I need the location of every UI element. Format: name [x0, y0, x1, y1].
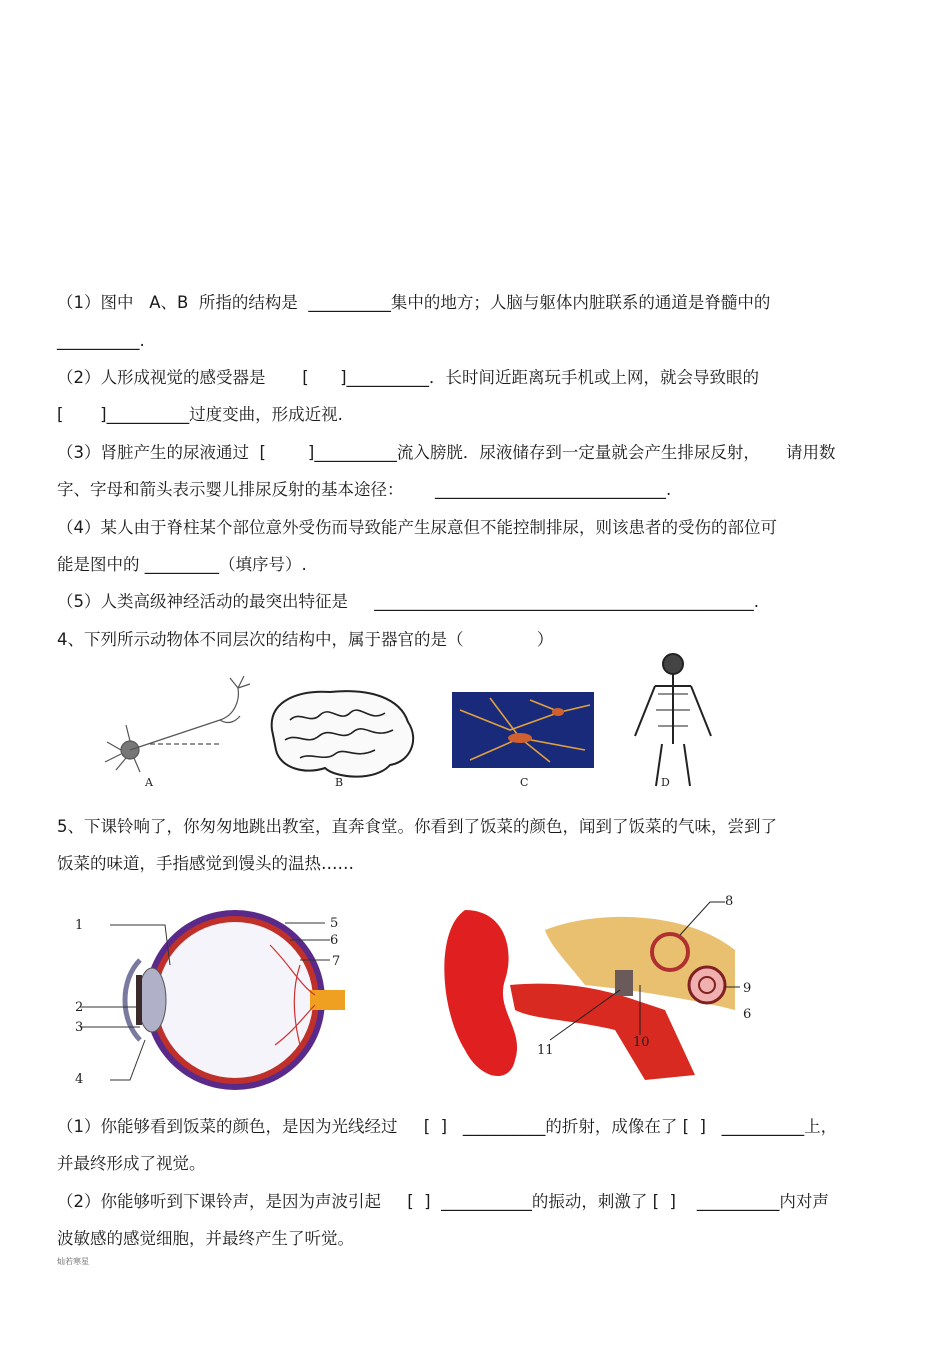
problem-5-cont: 饭菜的味道，手指感觉到馒头的温热……	[57, 854, 354, 873]
sub-q1-line-cont: 并最终形成了视觉。	[57, 1154, 206, 1173]
problem-5: 5、下课铃响了，你匆匆地跳出教室，直奔食堂。你看到了饭菜的颜色，闻到了饭菜的气味，尝到了	[57, 817, 777, 836]
page-footer: 灿若寒星	[57, 1257, 89, 1266]
eye-label-1: 1	[75, 918, 84, 933]
sub-q2-line-cont: 波敏感的感觉细胞，并最终产生了听觉。	[57, 1229, 354, 1248]
label-a: A	[145, 776, 153, 789]
figure-4	[90, 650, 750, 795]
problem-4: 4、下列所示动物体不同层次的结构中，属于器官的是（ ）	[57, 630, 554, 649]
sub-q2-line: （2）你能够听到下课铃声，是因为声波引起 [ ] ___________的振动，刺激了 [ ] __________内对声	[57, 1192, 829, 1211]
figure-4-art	[90, 650, 750, 795]
q3-line: （3）肾脏产生的尿液通过 [ ]__________流入膀胱．尿液储存到一定量就会产生排尿反射， 请用数	[57, 443, 836, 462]
ear-label-10: 10	[633, 1035, 650, 1050]
label-d: D	[661, 776, 670, 789]
eye-label-4: 4	[75, 1072, 84, 1087]
eye-label-7: 7	[332, 954, 341, 969]
ear-label-9: 9	[743, 981, 752, 996]
q2-line-cont: [ ]__________过度变曲，形成近视.	[57, 405, 343, 424]
sub-q1-line: （1）你能够看到饭菜的颜色，是因为光线经过 [ ] __________的折射，成像在了 [ ] __________上，	[57, 1117, 838, 1136]
eye-label-6: 6	[330, 933, 339, 948]
q2-line: （2）人形成视觉的感受器是 [ ]__________．长时间近距离玩手机或上网，就会导致眼的	[57, 368, 760, 387]
q1-line-cont: __________.	[57, 331, 145, 350]
label-c: C	[520, 776, 529, 789]
q5-line: （5）人类高级神经活动的最突出特征是 ______________________________________________.	[57, 592, 759, 611]
tissue-image	[452, 692, 594, 768]
ear-label-6: 6	[743, 1007, 752, 1022]
q4-line-cont: 能是图中的 _________（填序号）.	[57, 555, 307, 574]
eye-label-3: 3	[75, 1020, 84, 1035]
neuron-image	[105, 676, 250, 772]
eye-diagram	[70, 905, 350, 1100]
q4-line: （4）某人由于脊柱某个部位意外受伤而导致能产生尿意但不能控制排尿，则该患者的受伤的部位可	[57, 518, 777, 537]
brain-image	[272, 691, 414, 776]
eye-label-2: 2	[75, 1000, 84, 1015]
q3-line-cont: 字、字母和箭头表示婴儿排尿反射的基本途径： ____________________________.	[57, 480, 672, 499]
eye-label-5: 5	[330, 916, 339, 931]
label-b: B	[335, 776, 344, 789]
ear-diagram	[435, 890, 765, 1090]
nervous-system-image	[635, 654, 711, 786]
q1-line: （1）图中 A、B 所指的结构是 __________集中的地方；人脑与躯体内脏联系的通道是脊髓中的	[57, 293, 771, 312]
ear-label-8: 8	[725, 894, 734, 909]
ear-label-11: 11	[537, 1043, 554, 1058]
